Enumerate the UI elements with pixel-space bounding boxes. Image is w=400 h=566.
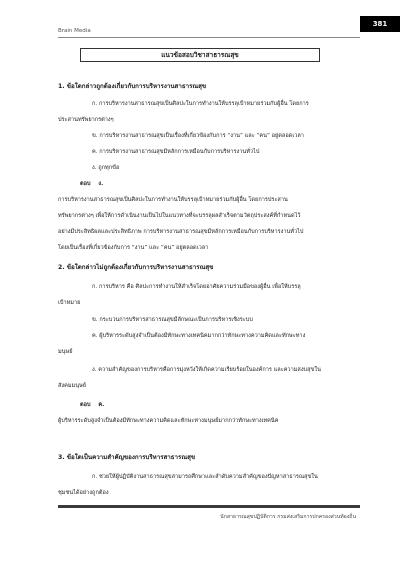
question-3: 3. ข้อใดเป็นความสำคัญของการบริหารสาธารณสุข: [58, 454, 196, 461]
q2-answer-value: ค.: [98, 402, 105, 408]
q2-option-c-line2: มนุษย์: [58, 349, 73, 355]
section-title: แนวข้อสอบวิชาสาธารณสุข: [161, 51, 239, 59]
question-1: 1. ข้อใดกล่าวถูกต้องเกี่ยวกับการบริหารงานสาธารณสุข: [58, 83, 207, 90]
q1-explanation-line3: อย่างมีประสิทธิผลและประสิทธิภาพ การบริหารงานสาธารณสุขมีหลักการเหมือนกับการบริหารงานทั่วไป: [58, 229, 304, 235]
q1-explanation-line2: ทรัพยากรต่างๆ เพื่อให้การดำเนินงานเป็นไปในแนวทางที่จะบรรลุผลสำเร็จตามวัตถุประสงค์ที่กำหนดไว้: [58, 213, 301, 219]
question-2: 2. ข้อใดกล่าวไม่ถูกต้องเกี่ยวกับการบริหารงานสาธารณสุข: [58, 264, 214, 271]
header-brand: Brain Media: [58, 28, 91, 34]
q1-answer: [80, 180, 103, 188]
page-number: 381: [372, 20, 388, 28]
q1-option-d: ง. ถูกทุกข้อ: [92, 165, 120, 171]
footer-divider: [58, 505, 360, 508]
section-title-box: [80, 48, 320, 62]
q1-option-b: ข. การบริหารงานสาธารณสุขเป็นเรื่องที่เกี่ยวข้องกับการ “งาน” และ “คน” อยู่ตลอดเวลา: [92, 133, 304, 139]
q2-option-b: ข. กระบวนการบริหารสาธารณสุขมีลักษณะเป็นการบริหารเชิงระบบ: [92, 317, 253, 323]
q3-option-a-line1: ก. ช่วยให้ผู้ปฏิบัติงานสาธารณสุขสามารถศึกษาและลำดับความสำคัญของปัญหาสาธารณสุขใน: [92, 474, 318, 480]
q1-option-a-line1: ก. การบริหารงานสาธารณสุขเป็นศิลปะในการทำงานให้บรรลุเป้าหมายร่วมกับผู้อื่น โดยการ: [92, 101, 309, 107]
q2-option-c-line1: ค. ผู้บริหารระดับสูงจำเป็นต้องมีทักษะทางเทคนิคมากกว่าทักษะทางความคิดและทักษะทาง: [92, 333, 306, 339]
q2-answer: [80, 401, 104, 409]
q2-option-a-line2: เป้าหมาย: [58, 300, 81, 306]
q1-explanation-line1: การบริหารงานสาธารณสุขเป็นศิลปะในการทำงานให้บรรลุเป้าหมายร่วมกับผู้อื่น โดยการประสาน: [58, 197, 288, 203]
page-number-tab: [360, 16, 400, 32]
q2-explanation-line1: ผู้บริหารระดับสูงจำเป็นต้องมีทักษะทางความคิดและทักษะทางมนุษย์มากกว่าทักษะทางเทคนิค: [58, 418, 279, 424]
q1-option-c: ค. การบริหารงานสาธารณสุขมีหลักการเหมือนกับการบริหารงานทั่วไป: [92, 149, 260, 155]
q1-answer-value: ง.: [98, 181, 104, 187]
q2-option-a-line1: ก. การบริหาร คือ ศิลปะการทำงานให้สำเร็จโดยอาศัยความร่วมมือของผู้อื่น เพื่อให้บรรลุ: [92, 284, 301, 290]
q1-explanation-line4: โดยเป็นเรื่องที่เกี่ยวข้องกับการ “งาน” และ “คน” อยู่ตลอดเวลา: [58, 245, 209, 251]
header-divider: [58, 37, 360, 38]
q2-option-d-line2: สังคมมนุษย์: [58, 383, 87, 389]
q3-option-a-line2: ชุมชนได้อย่างถูกต้อง: [58, 490, 109, 496]
q2-answer-label: ตอบ: [80, 402, 91, 408]
q1-option-a-line2: ประสานทรัพยากรต่างๆ: [58, 117, 114, 123]
q2-option-d-line1: ง. ความสำคัญของการบริหารคือการมุ่งหวังให้เกิดความเรียบร้อยในองค์การ และความสงบสุขใน: [92, 367, 321, 373]
q1-answer-label: ตอบ: [80, 181, 91, 187]
footer-text: นักสาธารณสุขปฏิบัติการ กรมส่งเสริมการปกครองส่วนท้องถิ่น: [220, 514, 356, 520]
